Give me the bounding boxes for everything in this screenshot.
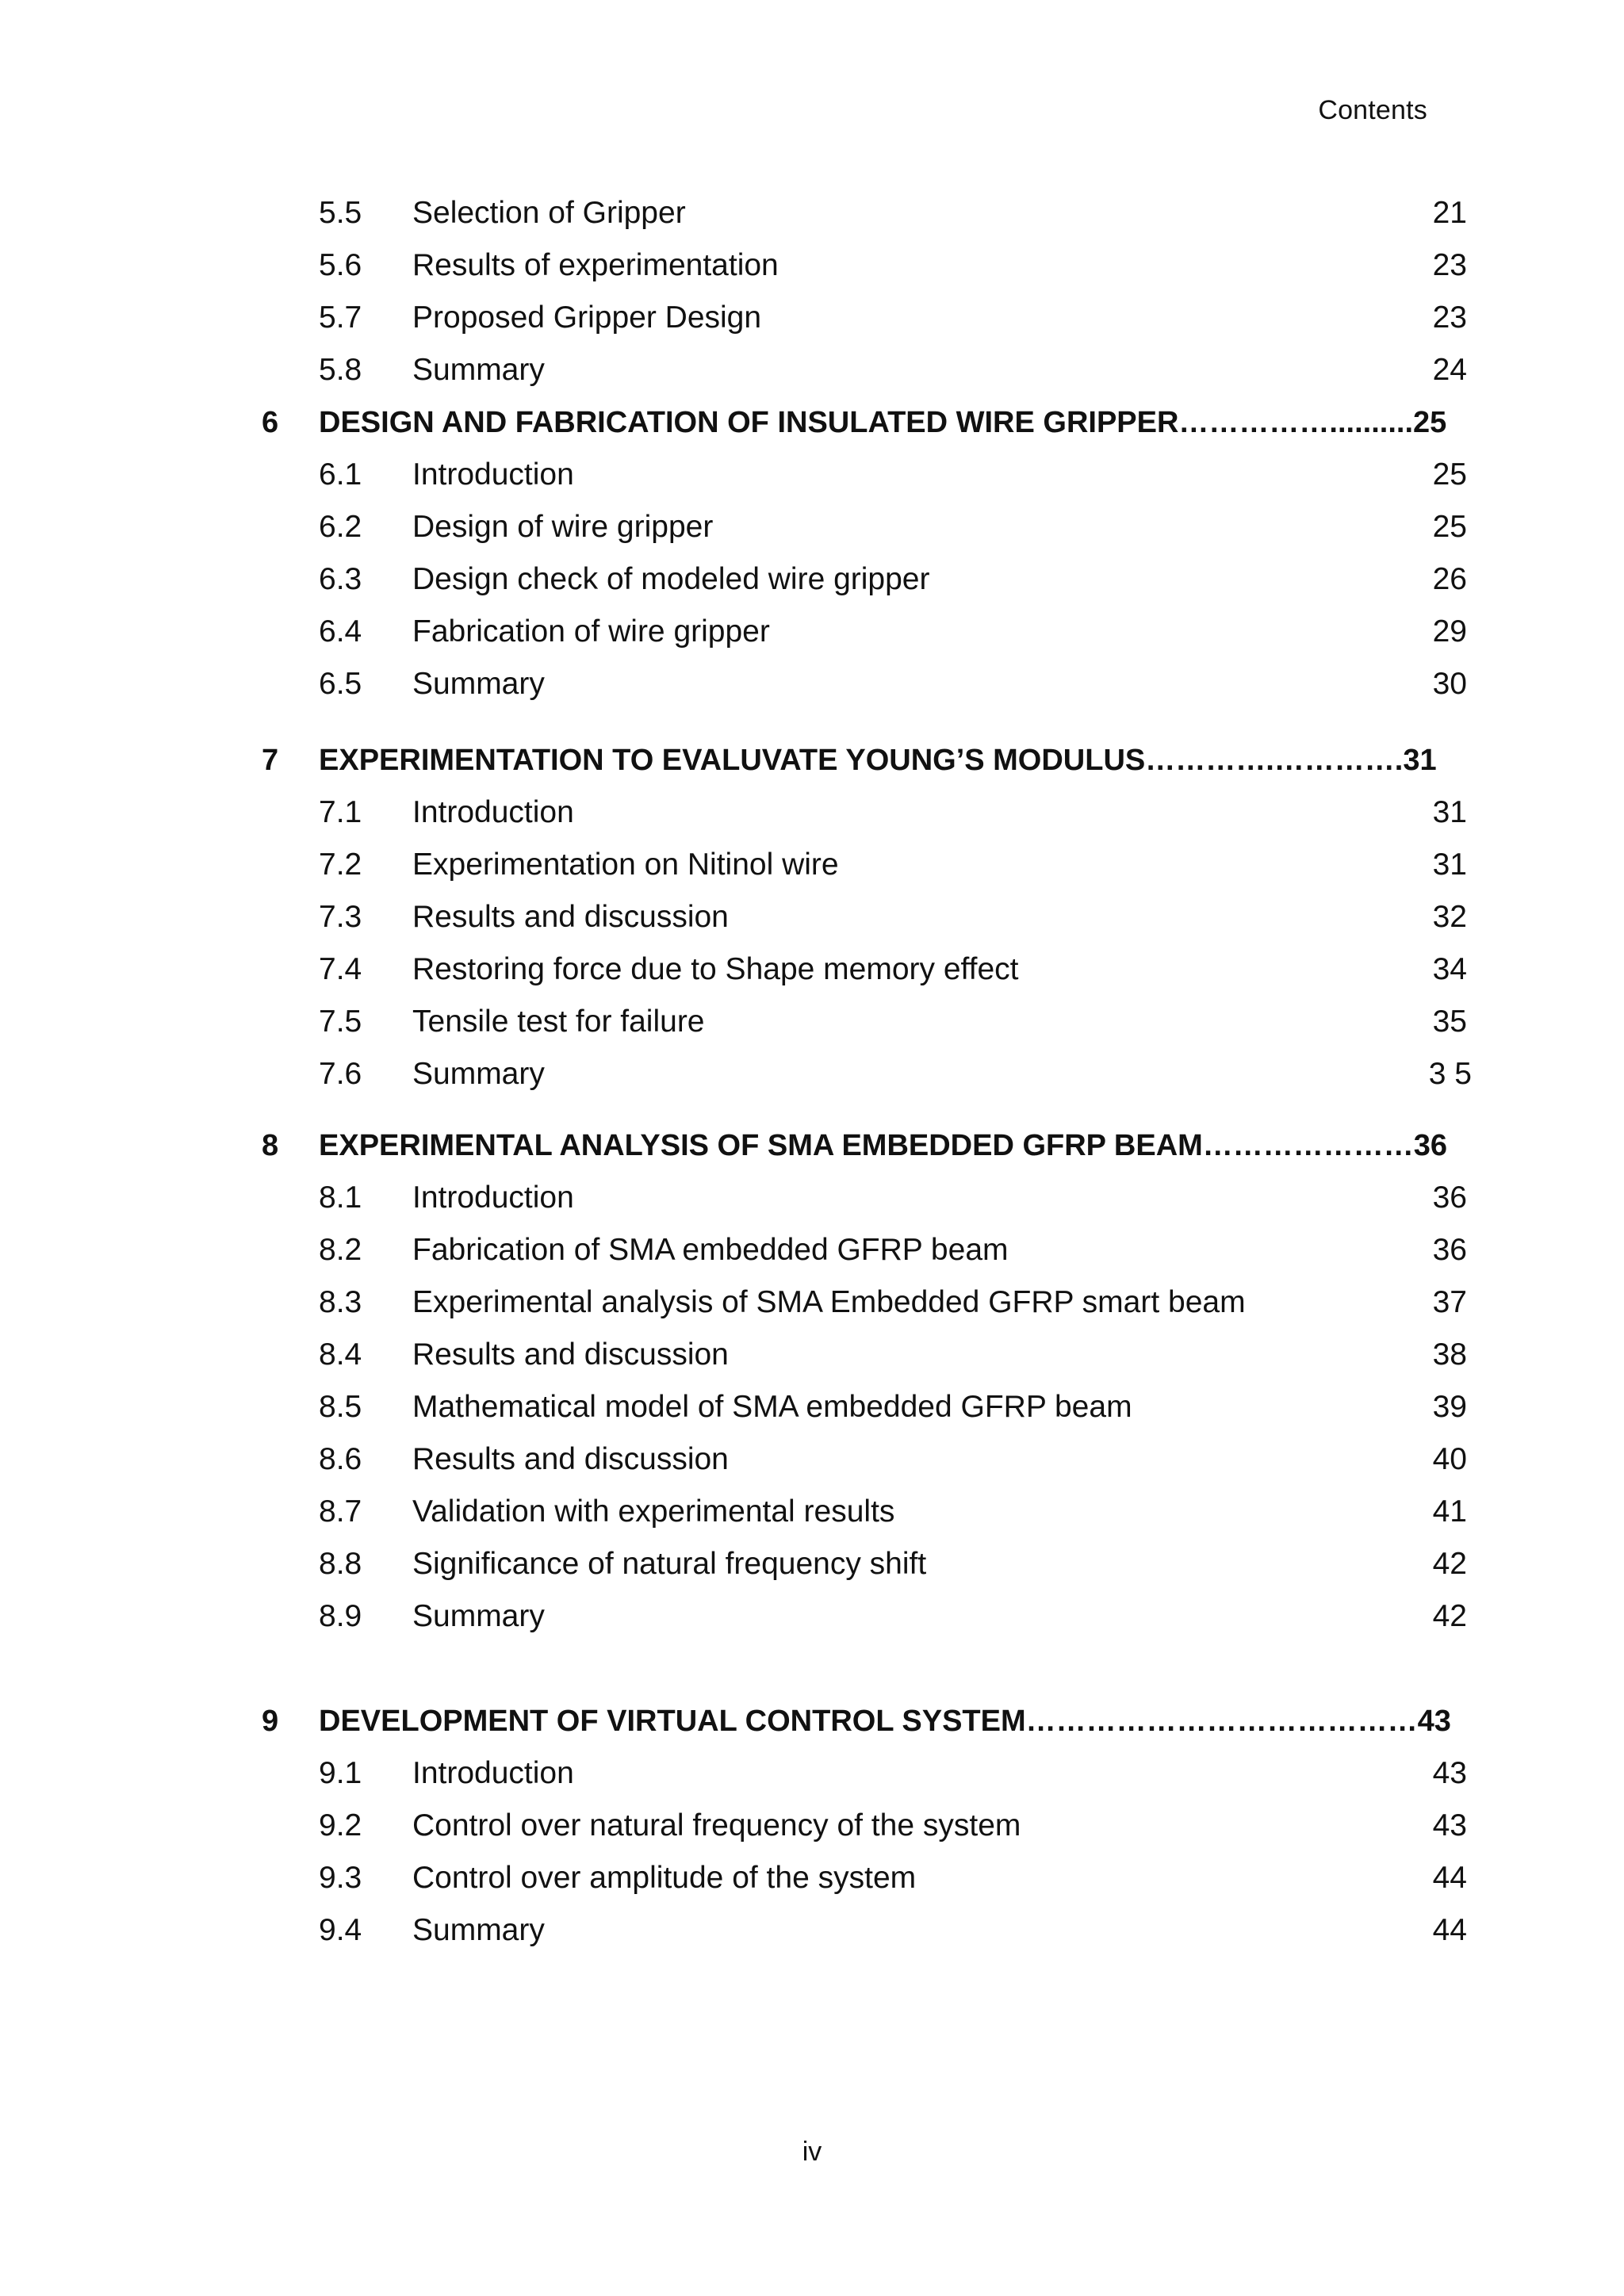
chapter-title: EXPERIMENTATION TO EVALUVATE YOUNG’S MODULUS………….………….31 [319,744,1437,777]
section-number: 8.5 [319,1390,362,1424]
page-number: 26 [1432,562,1467,596]
page-number: 3 5 [1428,1057,1472,1091]
section-title: Summary [412,1057,545,1091]
section-number: 7.3 [319,900,362,934]
page-number: 24 [1432,353,1467,387]
section-number: 5.8 [319,353,362,387]
section-title: Results and discussion [412,1442,729,1476]
section-number: 8.1 [319,1181,362,1215]
toc-entry[interactable] [262,839,1467,891]
page-number: 29 [1432,614,1467,649]
toc-entry[interactable] [262,239,1467,292]
toc-entry[interactable] [262,1852,1467,1904]
section-title: Control over amplitude of the system [412,1861,917,1895]
toc-entry[interactable] [262,658,1467,710]
chapter-title: DEVELOPMENT OF VIRTUAL CONTROL SYSTEM…………………………………43 [319,1705,1451,1738]
chapter-number: 8 [262,1129,279,1162]
toc-chapter-6[interactable] [262,396,1467,449]
section-title: Validation with experimental results [412,1494,895,1529]
page-number: 34 [1432,952,1467,986]
section-title: Results and discussion [412,1337,729,1372]
section-title: Proposed Gripper Design [412,300,762,335]
toc-entry[interactable] [262,1276,1467,1329]
page-number: 36 [1432,1181,1467,1215]
page-number: 44 [1432,1913,1467,1947]
section-title: Summary [412,1599,545,1633]
page-number: 35 [1432,1004,1467,1039]
chapter-title: EXPERIMENTAL ANALYSIS OF SMA EMBEDDED GFRP BEAM…………………36 [319,1129,1448,1162]
running-header: Contents [1318,95,1427,125]
chapter-title: DESIGN AND FABRICATION OF INSULATED WIRE GRIPPER……………..........25 [319,406,1447,439]
page-number: 32 [1432,900,1467,934]
toc-entry[interactable] [262,1433,1467,1486]
toc-entry[interactable] [262,1800,1467,1852]
section-title: Mathematical model of SMA embedded GFRP beam [412,1390,1132,1424]
section-number: 5.7 [319,300,362,335]
table-of-contents [262,187,1472,1957]
section-title: Tensile test for failure [412,1004,705,1039]
section-number: 8.7 [319,1494,362,1529]
toc-entry[interactable] [262,1538,1467,1590]
section-number: 6.4 [319,614,362,649]
spacer [262,1100,1467,1119]
section-title: Restoring force due to Shape memory effect [412,952,1019,986]
section-title: Design of wire gripper [412,510,714,544]
toc-entry[interactable] [262,1486,1467,1538]
toc-entry[interactable] [262,786,1467,839]
section-number: 6.3 [319,562,362,596]
toc-entry[interactable] [262,292,1467,344]
section-number: 8.4 [319,1337,362,1372]
section-number: 7.6 [319,1057,362,1091]
section-number: 7.1 [319,795,362,829]
toc-entry[interactable] [262,344,1467,396]
page-number: 40 [1432,1442,1467,1476]
section-number: 7.4 [319,952,362,986]
section-number: 5.6 [319,248,362,282]
section-title: Fabrication of wire gripper [412,614,770,649]
toc-chapter-7[interactable] [262,734,1467,786]
toc-entry[interactable] [262,501,1467,553]
toc-entry[interactable] [262,1048,1472,1100]
chapter-number: 6 [262,406,279,439]
section-title: Results and discussion [412,900,729,934]
section-number: 8.9 [319,1599,362,1633]
section-number: 6.1 [319,457,362,492]
section-number: 9.3 [319,1861,362,1895]
page-number: 31 [1432,795,1467,829]
page-number: 37 [1432,1285,1467,1319]
chapter-number: 9 [262,1705,279,1738]
toc-entry[interactable] [262,1381,1467,1433]
section-number: 9.1 [319,1756,362,1790]
page-number: 25 [1432,457,1467,492]
toc-entry[interactable] [262,996,1467,1048]
toc-entry[interactable] [262,1747,1467,1800]
section-title: Results of experimentation [412,248,779,282]
section-title: Introduction [412,457,574,492]
page-number: 41 [1432,1494,1467,1529]
section-title: Significance of natural frequency shift [412,1547,927,1581]
section-title: Summary [412,667,545,701]
page-number: 43 [1432,1756,1467,1790]
page-number: 30 [1432,667,1467,701]
page-number: 25 [1432,510,1467,544]
section-number: 5.5 [319,196,362,230]
section-title: Summary [412,353,545,387]
toc-entry[interactable] [262,1904,1467,1957]
toc-entry[interactable] [262,1329,1467,1381]
page-number: 43 [1432,1808,1467,1843]
toc-entry[interactable] [262,1172,1467,1224]
section-number: 6.5 [319,667,362,701]
page-number: 38 [1432,1337,1467,1372]
page-number: 44 [1432,1861,1467,1895]
section-number: 7.2 [319,848,362,882]
toc-chapter-9[interactable] [262,1695,1467,1747]
page-footer-number: iv [802,2137,822,2167]
section-title: Experimental analysis of SMA Embedded GFRP smart beam [412,1285,1246,1319]
page-number: 42 [1432,1599,1467,1633]
toc-entry[interactable] [262,1590,1467,1643]
section-number: 7.5 [319,1004,362,1039]
toc-entry[interactable] [262,891,1467,943]
section-title: Selection of Gripper [412,196,686,230]
section-title: Design check of modeled wire gripper [412,562,930,596]
page-number: 21 [1432,196,1467,230]
toc-entry[interactable] [262,1224,1467,1276]
section-number: 9.2 [319,1808,362,1843]
toc-entry[interactable] [262,943,1467,996]
section-title: Summary [412,1913,545,1947]
section-title: Experimentation on Nitinol wire [412,848,839,882]
toc-entry[interactable] [262,553,1467,606]
page-number: 36 [1432,1233,1467,1267]
section-number: 8.2 [319,1233,362,1267]
page-number: 31 [1432,848,1467,882]
spacer [262,1643,1467,1695]
section-title: Introduction [412,1756,574,1790]
page-number: 39 [1432,1390,1467,1424]
page-number: 42 [1432,1547,1467,1581]
toc-entry[interactable] [262,449,1467,501]
section-title: Introduction [412,1181,574,1215]
section-title: Fabrication of SMA embedded GFRP beam [412,1233,1009,1267]
chapter-number: 7 [262,744,279,777]
spacer [262,710,1467,734]
section-number: 8.8 [319,1547,362,1581]
toc-entry[interactable] [262,187,1467,239]
toc-entry[interactable] [262,606,1467,658]
toc-chapter-8[interactable] [262,1119,1467,1172]
section-title: Control over natural frequency of the system [412,1808,1021,1843]
section-title: Introduction [412,795,574,829]
section-number: 8.3 [319,1285,362,1319]
section-number: 8.6 [319,1442,362,1476]
section-number: 9.4 [319,1913,362,1947]
page-number: 23 [1432,300,1467,335]
page-number: 23 [1432,248,1467,282]
section-number: 6.2 [319,510,362,544]
